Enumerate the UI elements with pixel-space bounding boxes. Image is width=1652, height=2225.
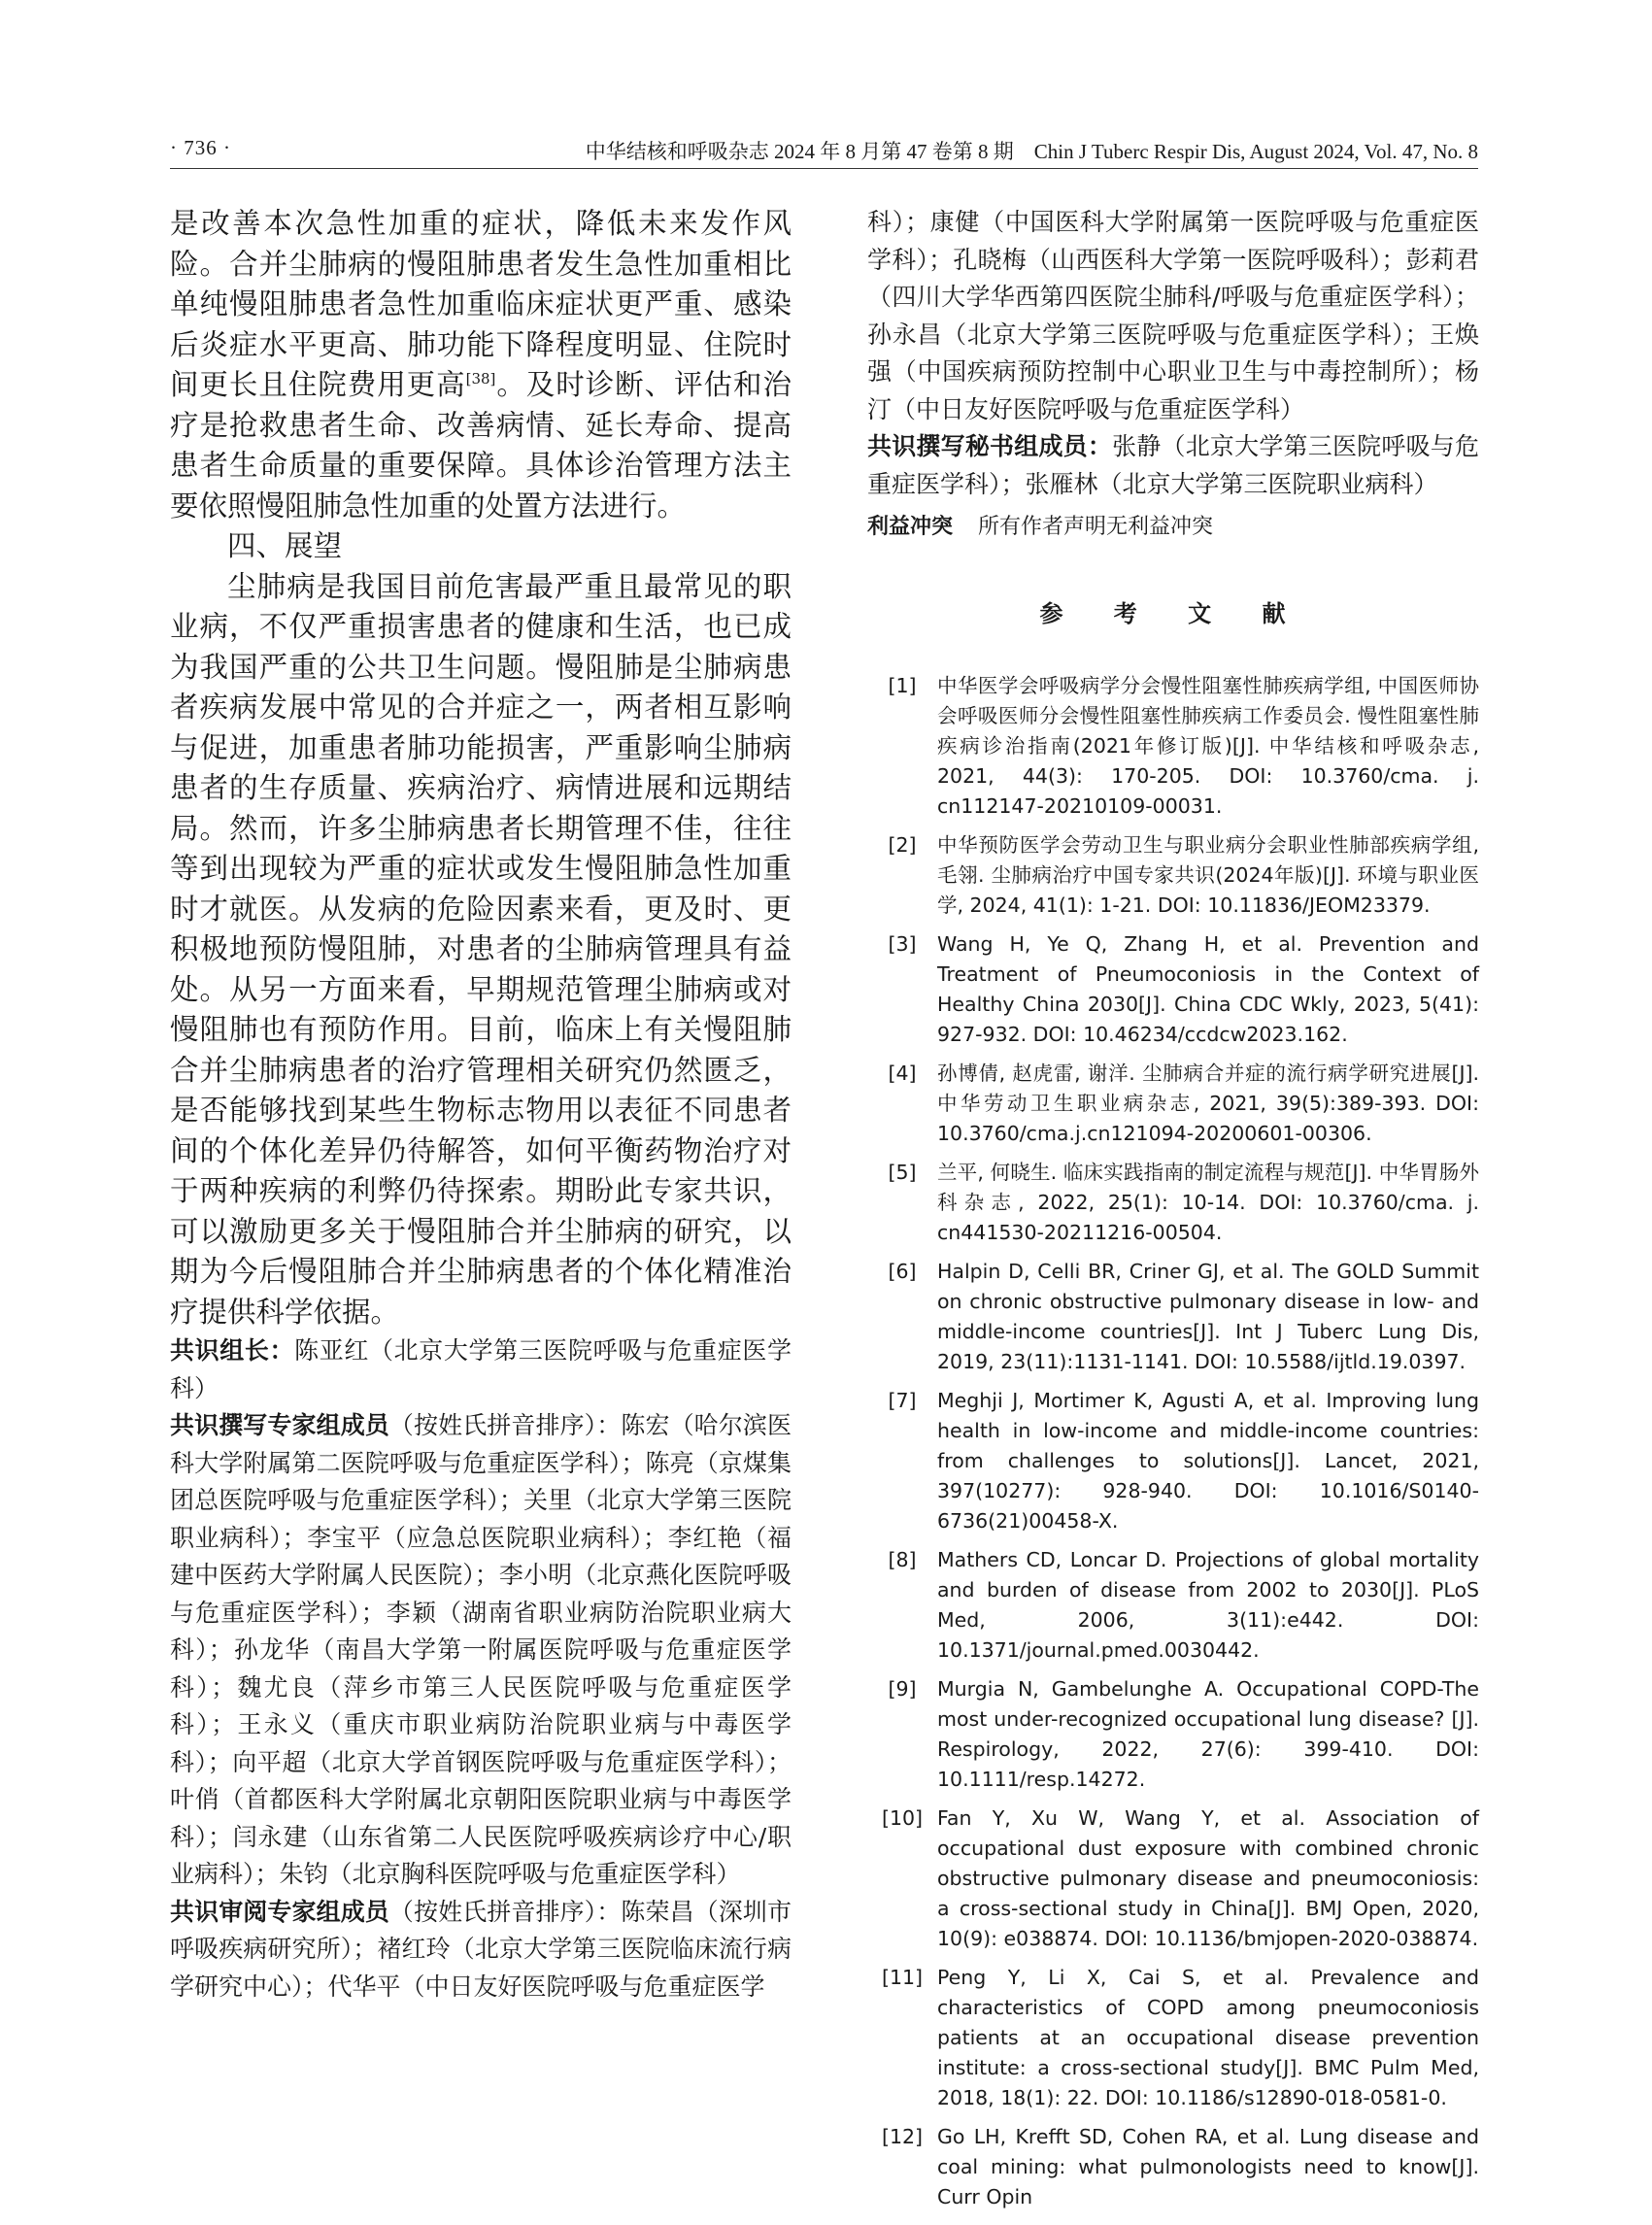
reference-text: Peng Y, Li X, Cai S, et al. Prevalence and characteristics of COPD among pneumoconiosis patients at an occupational disease prevention institute: a cross-sectional study[J]. BMC Pulm Med, 2018, 18(1): 22. DOI: 10.1186/s12890-018-0581-0.: [937, 1966, 1479, 2109]
reference-item: [867, 671, 1479, 822]
reference-text: 孙博倩, 赵虎雷, 谢洋. 尘肺病合并症的流行病学研究进展[J]. 中华劳动卫生职业病杂志, 2021, 39(5):389-393. DOI: 10.3760/cma.j.cn121094-20200601-00306.: [937, 1062, 1479, 1145]
reference-number: [4]: [888, 1062, 917, 1085]
reference-number: [6]: [888, 1260, 917, 1283]
reference-number: [12]: [881, 2125, 924, 2148]
consensus-writers: 共识撰写专家组成员（按姓氏拼音排序）：陈宏（哈尔滨医科大学附属第二医院呼吸与危重症医学科）；陈亮（京煤集团总医院呼吸与危重症医学科）；关里（北京大学第三医院职业病科）；李宝平（应急总医院职业病科）；李红艳（福建中医药大学附属人民医院）；李小明（北京燕化医院呼吸与危重症医学科）；李颖（湖南省职业病防治院职业病大科）；孙龙华（南昌大学第一附属医院呼吸与危重症医学科）；魏尤良（萍乡市第三人民医院呼吸与危重症医学科）；王永义（重庆市职业病防治院职业病与中毒医学科）；向平超（北京大学首钢医院呼吸与危重症医学科）；叶俏（首都医科大学附属北京朝阳医院职业病与中毒医学科）；闫永建（山东省第二人民医院呼吸疾病诊疗中心/职业病科）；朱钧（北京胸科医院呼吸与危重症医学科）: [170, 1411, 792, 1888]
reference-item: [867, 2122, 1479, 2212]
reference-text: Meghji J, Mortimer K, Agusti A, et al. Improving lung health in low-income and middle-income countries: from challenges to solutions[J]. Lancet, 2021, 397(10277): 928-940. DOI: 10.1016/S0140-6736(21)00458-X.: [937, 1389, 1479, 1533]
reference-item: [867, 1963, 1479, 2113]
page-header: [170, 132, 1478, 171]
consensus-leader: 共识组长：陈亚红（北京大学第三医院呼吸与危重症医学科）: [170, 1336, 792, 1402]
reference-text: Wang H, Ye Q, Zhang H, et al. Prevention and Treatment of Pneumoconiosis in the Context of Healthy China 2030[J]. China CDC Wkly, 2023, 5(41): 927-932. DOI: 10.46234/ccdcw2023.162.: [937, 932, 1479, 1046]
consensus-reviewers-continued: 科）；康健（中国医科大学附属第一医院呼吸与危重症医学科）；孔晓梅（山西医科大学第一医院呼吸科）；彭莉君（四川大学华西第四医院尘肺科/呼吸与危重症医学科）；孙永昌（北京大学第三医院呼吸与危重症医学科）；王焕强（中国疾病预防控制中心职业卫生与中毒控制所）；杨汀（中日友好医院呼吸与危重症医学科）: [867, 208, 1479, 423]
conflict-of-interest: 利益冲突 所有作者声明无利益冲突: [867, 515, 1214, 539]
left-column: [170, 204, 792, 2006]
reference-number: [5]: [888, 1161, 917, 1184]
reference-item: [867, 1386, 1479, 1536]
consensus-reviewers: 共识审阅专家组成员（按姓氏拼音排序）：陈荣昌（深圳市呼吸疾病研究所）；褚红玲（北京大学第三医院临床流行病学研究中心）；代华平（中日友好医院呼吸与危重症医学: [170, 1897, 792, 2001]
paragraph-treatment: 是改善本次急性加重的症状，降低未来发作风险。合并尘肺病的慢阻肺患者发生急性加重相比单纯慢阻肺患者急性加重临床症状更严重、感染后炎症水平更高、肺功能下降程度明显、住院时间更长且住院费用更高[38]。及时诊断、评估和治疗是抢救患者生命、改善病情、延长寿命、提高患者生命质量的重要保障。具体诊治管理方法主要依照慢阻肺急性加重的处置方法进行。: [170, 207, 792, 523]
references-heading: 参 考 文 献: [1039, 600, 1307, 627]
reference-text: Halpin D, Celli BR, Criner GJ, et al. The GOLD Summit on chronic obstructive pulmonary disease in low- and middle-income countries[J]. Int J Tuberc Lung Dis, 2019, 23(11):1131-1141. DOI: 10.5588/ijtld.19.0397.: [937, 1260, 1479, 1373]
reference-text: Go LH, Krefft SD, Cohen RA, et al. Lung disease and coal mining: what pulmonologists need to know[J]. Curr Opin: [937, 2125, 1479, 2208]
reference-number: [8]: [888, 1548, 917, 1571]
reference-item: [867, 1545, 1479, 1666]
reference-text: Mathers CD, Loncar D. Projections of global mortality and burden of disease from 2002 to 2030[J]. PLoS Med, 2006, 3(11):e442. DOI: 10.1371/journal.pmed.0030442.: [937, 1548, 1479, 1662]
reference-number: [11]: [881, 1966, 924, 1989]
header-rule: [170, 168, 1478, 169]
reference-text: Fan Y, Xu W, Wang Y, et al. Association of occupational dust exposure with combined chronic obstructive pulmonary disease and pneumoconiosis: a cross-sectional study in China[J]. BMJ Open, 2020, 10(9): e038874. DOI: 10.1136/bmjopen-2020-038874.: [937, 1806, 1479, 1950]
reference-number: [2]: [888, 833, 917, 857]
reference-number: [1]: [888, 674, 917, 697]
reference-number: [7]: [888, 1389, 917, 1412]
reference-item: [867, 1257, 1479, 1377]
citation-superscript: [38]: [465, 370, 496, 388]
reference-number: [10]: [881, 1806, 924, 1830]
reference-item: [867, 1059, 1479, 1149]
reference-number: [9]: [888, 1677, 917, 1701]
journal-citation: 中华结核和呼吸杂志 2024 年 8 月第 47 卷第 8 期 Chin J Tuberc Respir Dis, August 2024, Vol. 47, No. 8: [585, 140, 1478, 163]
paragraph-outlook: 尘肺病是我国目前危害最严重且最常见的职业病，不仅严重损害患者的健康和生活，也已成为我国严重的公共卫生问题。慢阻肺是尘肺病患者疾病发展中常见的合并症之一，两者相互影响与促进，加重患者肺功能损害，严重影响尘肺病患者的生存质量、疾病治疗、病情进展和远期结局。然而，许多尘肺病患者长期管理不佳，往往等到出现较为严重的症状或发生慢阻肺急性加重时才就医。从发病的危险因素来看，更及时、更积极地预防慢阻肺，对患者的尘肺病管理具有益处。从另一方面来看，早期规范管理尘肺病或对慢阻肺也有预防作用。目前，临床上有关慢阻肺合并尘肺病患者的治疗管理相关研究仍然匮乏，是否能够找到某些生物标志物用以表征不同患者间的个体化差异仍待解答，如何平衡药物治疗对于两种疾病的利弊仍待探索。期盼此专家共识，可以激励更多关于慢阻肺合并尘肺病的研究，以期为今后慢阻肺合并尘肺病患者的个体化精准治疗提供科学依据。: [170, 569, 792, 1329]
right-column: [867, 204, 1479, 2221]
reference-text: Murgia N, Gambelunghe A. Occupational COPD-The most under-recognized occupational lung disease? [J]. Respirology, 2022, 27(6): 399-410. DOI: 10.1111/resp.14272.: [937, 1677, 1479, 1791]
reference-item: [867, 1158, 1479, 1248]
consensus-secretary: 共识撰写秘书组成员：张静（北京大学第三医院呼吸与危重症医学科）；张雁林（北京大学第三医院职业病科）: [867, 432, 1479, 498]
page-number: · 736 ·: [170, 136, 231, 159]
reference-item: [867, 830, 1479, 921]
reference-list: [867, 671, 1479, 2212]
reference-text: 中华预防医学会劳动卫生与职业病分会职业性肺部疾病学组, 毛翎. 尘肺病治疗中国专家共识(2024年版)[J]. 环境与职业医学, 2024, 41(1): 1-21. DOI: 10.11836/JEOM23379.: [937, 833, 1479, 917]
reference-number: [3]: [888, 932, 917, 956]
reference-item: [867, 929, 1479, 1050]
section-heading-outlook: 四、展望: [227, 529, 343, 562]
reference-item: [867, 1674, 1479, 1795]
reference-text: 中华医学会呼吸病学分会慢性阻塞性肺疾病学组, 中国医师协会呼吸医师分会慢性阻塞性肺疾病工作委员会. 慢性阻塞性肺疾病诊治指南(2021年修订版)[J]. 中华结核和呼吸杂志, 2021, 44(3): 170-205. DOI: 10.3760/cma. j. cn112147-20210109-00031.: [937, 674, 1479, 818]
reference-text: 兰平, 何晓生. 临床实践指南的制定流程与规范[J]. 中华胃肠外科杂志, 2022, 25(1): 10-14. DOI: 10.3760/cma. j. cn441530-20211216-00504.: [937, 1161, 1479, 1244]
reference-item: [867, 1804, 1479, 1954]
